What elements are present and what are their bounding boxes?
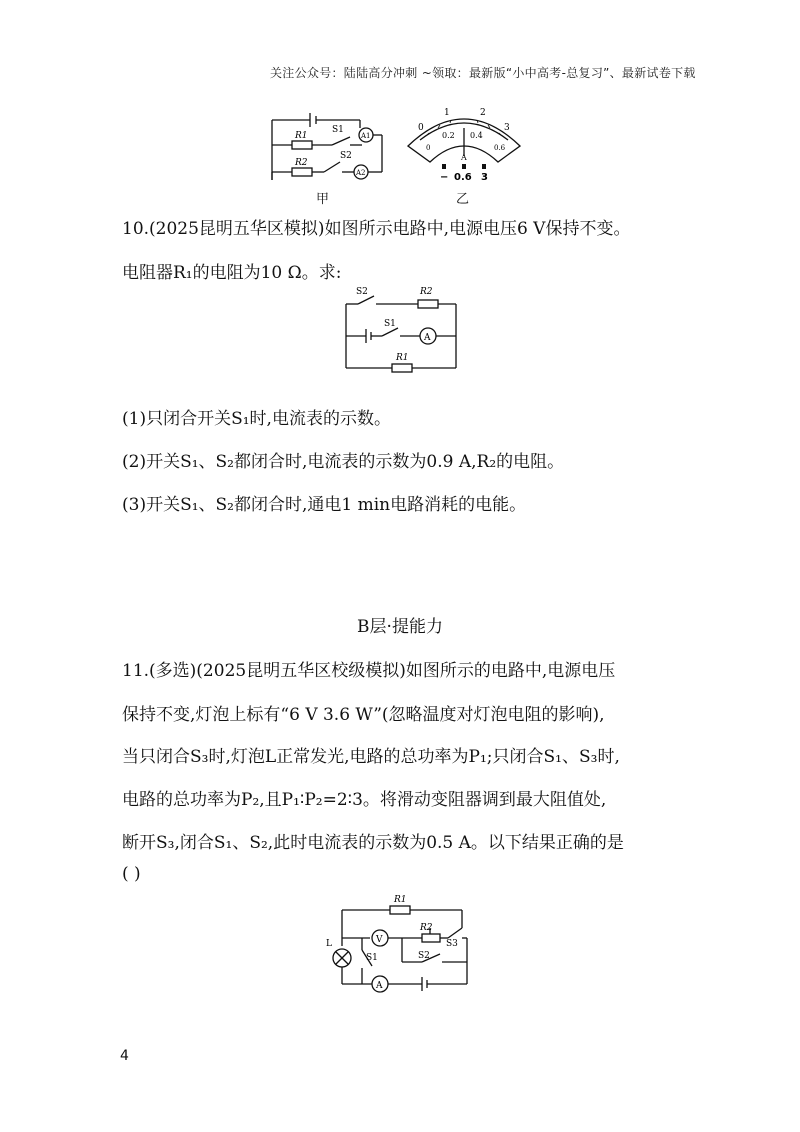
- scale-bottom-2: 0.4: [470, 131, 483, 140]
- scale-top-0: 0: [418, 123, 424, 133]
- q11-line2: 保持不变,灯泡上标有“6 V 3.6 W”(忽略温度对灯泡电阻的影响),: [122, 705, 605, 725]
- label-s1: S1: [366, 953, 378, 963]
- circuit-diagram-q11: [322, 888, 482, 998]
- label-s2: S2: [418, 951, 430, 961]
- figure-label-yi: 乙: [456, 192, 470, 207]
- q11-line1: 11.(多选)(2025昆明五华区校级模拟)如图所示的电路中,电源电压: [122, 661, 616, 681]
- q10-sub1: (1)只闭合开关S₁时,电流表的示数。: [122, 409, 391, 429]
- scale-top-2: 2: [480, 108, 486, 118]
- q11-line4: 电路的总功率为P₂,且P₁∶P₂=2∶3。将滑动变阻器调到最大阻值处,: [122, 790, 607, 810]
- meter-unit: A: [461, 153, 467, 162]
- label-r2: R2: [420, 287, 433, 297]
- label-a: A: [424, 333, 431, 343]
- scale-top-1: 1: [444, 108, 450, 118]
- circuit-diagram-q10: [336, 280, 466, 376]
- ammeter-dial-yi: [398, 100, 530, 188]
- q11-line5: 断开S₃,闭合S₁、S₂,此时电流表的示数为0.5 A。以下结果正确的是: [122, 833, 624, 853]
- label-r1: R1: [295, 131, 308, 141]
- scale-bottom-0: 0: [426, 144, 431, 152]
- figure-label-jia: 甲: [316, 192, 330, 207]
- page-number: 4: [120, 1048, 129, 1064]
- label-v: V: [376, 935, 383, 945]
- label-a2: A2: [356, 169, 366, 177]
- q10-sub2: (2)开关S₁、S₂都闭合时,电流表的示数为0.9 A,R₂的电阻。: [122, 452, 565, 472]
- label-s2: S2: [340, 151, 352, 161]
- label-r1: R1: [396, 353, 409, 363]
- label-s1: S1: [332, 125, 344, 135]
- label-s2: S2: [356, 287, 368, 297]
- label-r1: R1: [394, 895, 407, 905]
- label-a1: A1: [361, 132, 371, 140]
- q10-line1: 10.(2025昆明五华区模拟)如图所示电路中,电源电压6 V保持不变。: [122, 219, 631, 239]
- scale-bottom-1: 0.2: [442, 131, 455, 140]
- q10-line2: 电阻器R₁的电阻为10 Ω。求:: [122, 263, 342, 283]
- label-l: L: [326, 939, 332, 949]
- page-header: 关注公众号：陆陆高分冲刺 ~领取：最新版“小中高考-总复习”、最新试卷下载: [270, 66, 696, 80]
- q11-line3: 当只闭合S₃时,灯泡L正常发光,电路的总功率为P₁;只闭合S₁、S₃时,: [122, 747, 620, 767]
- scale-bottom-3: 0.6: [494, 144, 506, 152]
- terminal-3: 3: [481, 172, 488, 183]
- q11-answer-blank: ( ): [122, 864, 141, 884]
- label-s1: S1: [384, 319, 396, 329]
- circuit-diagram-jia: [262, 100, 402, 200]
- scale-top-3: 3: [504, 123, 510, 133]
- terminal-minus: −: [440, 172, 449, 183]
- label-r2: R2: [295, 158, 308, 168]
- section-title: B层·提能力: [357, 617, 443, 637]
- label-s3: S3: [446, 939, 458, 949]
- label-a: A: [376, 981, 383, 991]
- terminal-06: 0.6: [454, 172, 472, 183]
- q10-sub3: (3)开关S₁、S₂都闭合时,通电1 min电路消耗的电能。: [122, 495, 527, 515]
- label-r2: R2: [420, 923, 433, 933]
